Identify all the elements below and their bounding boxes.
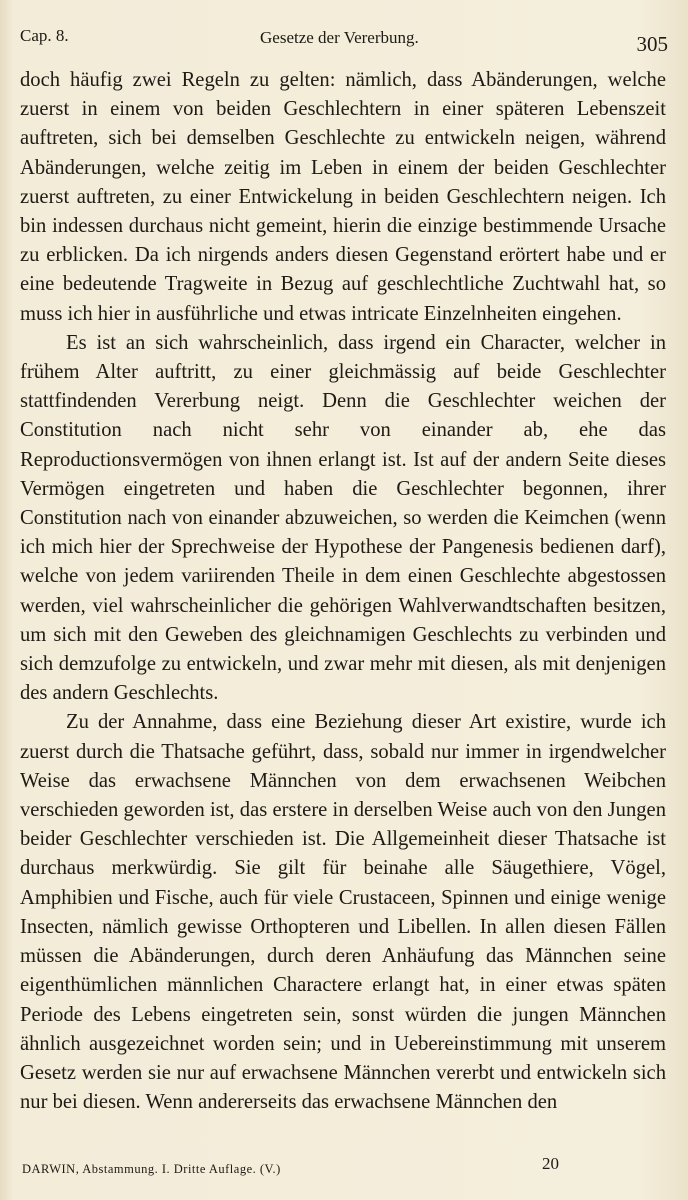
body-text xyxy=(20,66,666,1117)
chapter-label: Cap. 8. xyxy=(20,26,69,45)
page-footer xyxy=(22,1154,668,1184)
paragraph: Zu der Annahme, dass eine Beziehung dieser Art existire, wurde ich zuerst durch die Thatsache geführt, dass, sobald nur immer in irgendwelcher Weise das erwachsene Männchen von dem erwachsenen Weibchen verschieden geworden ist, das erstere in derselben Weise auch von den Jungen beider Geschlechter verschieden ist. Die Allgemeinheit dieser Thatsache ist durchaus merkwürdig. Sie gilt für beinahe alle Säugethiere, Vögel, Amphibien und Fische, auch für viele Crustaceen, Spinnen und einige wenige Insecten, nämlich gewisse Orthopteren und Libellen. In allen diesen Fällen müssen die Abänderungen, durch deren Anhäufung das Männchen seine eigenthümlichen männlichen Charactere erlangt hat, in einer etwas späten Periode des Lebens eingetreten sein, sonst würden die jungen Männchen ähnlich ausgezeichnet worden sein; und in Uebereinstimmung mit unserem Gesetz werden sie nur auf erwachsene Männchen vererbt und entwickeln sich nur bei diesen. Wenn andererseits das erwachsene Männchen den xyxy=(20,711,666,1114)
running-title: Gesetze der Vererbung. xyxy=(260,28,419,47)
paragraph: doch häufig zwei Regeln zu gelten: nämlich, dass Abänderungen, welche zuerst in einem von beiden Geschlechtern in einer späteren Lebenszeit auftreten, sich bei demselben Geschlechte zu entwickeln neigen, während Abänderungen, welche zeitig im Leben in einem der beiden Geschlechter zuerst auftreten, zu einer Entwickelung in beiden Geschlechtern neigen. Ich bin indessen durchaus nicht gemeint, hierin die einzige bestimmende Ursache zu erblicken. Da ich nirgends anders diesen Gegenstand erörtert habe und er eine bedeutende Tragweite in Bezug auf geschlechtliche Zuchtwahl hat, so muss ich hier in ausführliche und etwas intricate Einzelnheiten eingehen. xyxy=(20,69,666,325)
page-number: 305 xyxy=(636,32,668,56)
footer-source-line: DARWIN, Abstammung. I. Dritte Auflage. (V.) xyxy=(22,1162,281,1176)
running-head xyxy=(20,22,668,56)
paragraph: Es ist an sich wahrscheinlich, dass irgend ein Character, welcher in frühem Alter auftritt, zu einer gleichmässig auf beide Geschlechter stattfindenden Vererbung neigt. Denn die Geschlechter weichen der Constitution nach nicht sehr von einander ab, ehe das Reproductionsvermögen von ihnen erlangt ist. Ist auf der andern Seite dieses Vermögen eingetreten und haben die Geschlechter begonnen, ihrer Constitution nach von einander abzuweichen, so werden die Keimchen (wenn ich mich hier der Sprechweise der Hypothese der Pangenesis bedienen darf), welche von jedem variirenden Theile in dem einen Geschlechte abgestossen werden, viel wahrscheinlicher die gehörigen Wahlverwandtschaften besitzen, um sich mit den Geweben des gleichnamigen Geschlechts zu verbinden und sich demzufolge zu entwickeln, und zwar mehr mit diesen, als mit denjenigen des andern Geschlechts. xyxy=(20,331,666,705)
signature-mark: 20 xyxy=(542,1154,559,1173)
